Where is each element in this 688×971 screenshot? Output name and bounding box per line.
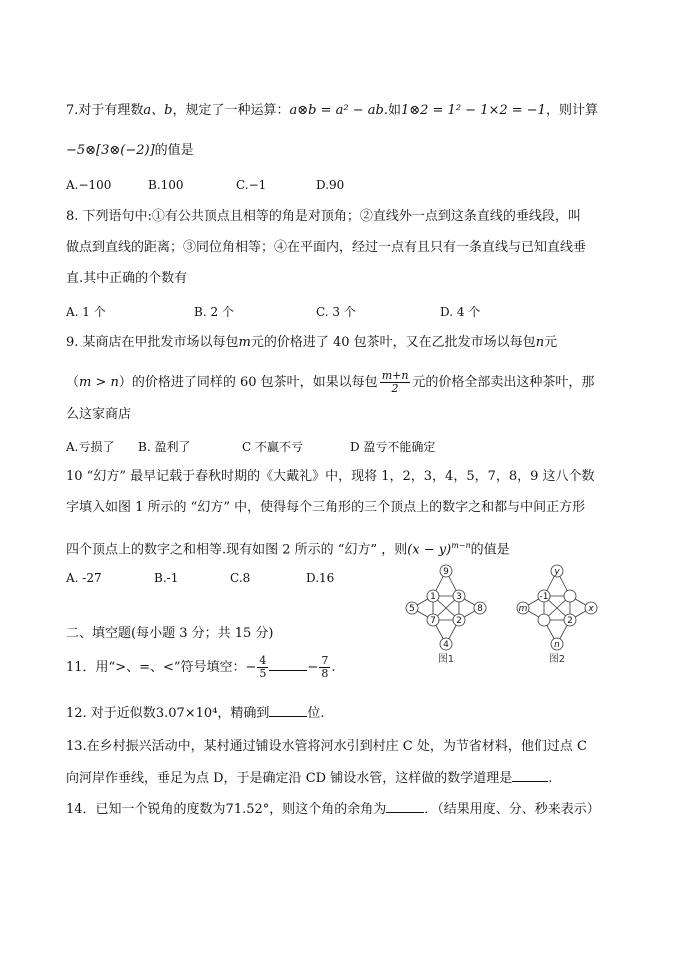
q14-answer-blank[interactable]: [386, 800, 424, 813]
q10-text-a: 四个顶点上的数字之和相等.现有如图 2 所示的 “幻方” ，则: [66, 542, 408, 558]
q7-text-d: ，则计算: [545, 103, 598, 118]
q10-line1: 10 “幻方” 最早记载于春秋时期的《大戴礼》中，现将 1，2，3，4，5，7，8，9 这八个数: [66, 469, 595, 484]
q9-line3: 么这家商店: [66, 407, 132, 422]
q9-option-d: D 盈亏不能确定: [350, 440, 436, 454]
q10-exponent: m−n: [451, 541, 471, 550]
q7-line2: [66, 142, 194, 160]
figure-1: [402, 562, 494, 666]
q9-option-a: A.亏损了: [66, 440, 115, 454]
q9-line1: [66, 334, 557, 352]
q12-number: 3.07×10⁴: [155, 706, 218, 721]
q8-line1: 8. 下列语句中:①有公共顶点且相等的角是对顶角；②直线外一点到这条直线的垂线段，叫: [66, 209, 581, 224]
q13-period: .: [548, 771, 553, 786]
q11-text: 11．用“>、=、<”符号填空：: [66, 660, 246, 675]
fig2-node-lower-right: 2: [567, 616, 573, 626]
fig1-node-bottom: 4: [443, 640, 449, 650]
q11-fraction-1: [257, 655, 268, 680]
q9-fraction-denominator: 2: [391, 382, 399, 395]
section-title: 二、填空题(每小题 3 分；共 15 分): [66, 626, 274, 641]
q7-example: 1⊗2 = 1² − 1×2 = −1: [400, 103, 546, 118]
q9-paren-open: （: [66, 375, 80, 390]
q7-text-c: .如: [383, 103, 401, 118]
fig1-node-lower-left: 7: [430, 616, 436, 626]
q7-vars: a、b: [143, 103, 173, 118]
q11-frac2-sign: −: [307, 660, 319, 675]
q8-option-d: D. 4 个: [440, 305, 481, 319]
q13-text-a: 向河岸作垂线，垂足为点 D，于是确定沿 CD 铺设水管，这样做的数学道理是: [66, 771, 513, 786]
q8-line3: 直.其中正确的个数有: [66, 271, 188, 286]
fig2-node-left: m: [518, 604, 528, 614]
q10-line2: 字填入如图 1 所示的 “幻方” 中，使得每个三角形的三个顶点上的数字之和都与中间正方形: [66, 500, 586, 515]
q11-fraction-2: [319, 655, 330, 680]
q9-option-b: B. 盈利了: [138, 440, 191, 454]
q7-expression: −5⊗[3⊗(−2)]: [66, 143, 155, 158]
q10-text-b: 的值是: [470, 542, 510, 558]
q10-line3: [66, 537, 510, 559]
q9-text-c2: 元的价格全部卖出这种茶叶，那: [412, 375, 595, 390]
q11-answer-blank[interactable]: [269, 658, 307, 671]
q9-fraction: [380, 370, 411, 395]
figure-2: [513, 562, 605, 666]
q11-frac1-numerator: 4: [259, 654, 267, 667]
q9-text-b2: ）的价格进了同样的 60 包茶叶，如果以每包: [118, 375, 378, 390]
q14-text-c: ．（结果用度、分、秒来表示）: [424, 802, 600, 817]
fig1-node-top: 9: [443, 567, 449, 577]
q9-text-c: 元: [544, 335, 558, 350]
q9-option-c: C 不赢不亏: [242, 440, 303, 454]
q7-option-c: C.−1: [236, 178, 267, 192]
q9-line2: [66, 370, 594, 395]
q10-option-c: C.8: [230, 571, 251, 585]
q11-frac2-denominator: 8: [321, 667, 329, 680]
q12-text-a: 12. 对于近似数: [66, 706, 156, 721]
q14-line: [66, 800, 600, 819]
q13-answer-blank[interactable]: [512, 769, 548, 782]
q11-frac1-sign: −: [245, 660, 257, 675]
q10-option-d: D.16: [306, 571, 335, 585]
q10-option-a: A. -27: [66, 571, 102, 585]
q11-frac2-numerator: 7: [321, 654, 329, 667]
q7-line1: [66, 102, 598, 120]
q9-text-b: 元的价格进了 40 包茶叶，又在乙批发市场以每包: [250, 335, 536, 350]
q9-condition: m > n: [79, 375, 119, 390]
q14-text-a: 14．已知一个锐角的度数为: [66, 802, 226, 817]
q7-text-b: ，规定了一种运算：: [172, 103, 290, 118]
q7-tail: 的值是: [154, 143, 194, 158]
q10-option-b: B.-1: [154, 571, 179, 585]
q9-var-m: m: [238, 335, 251, 350]
fig2-node-bottom: n: [554, 640, 560, 650]
fig1-caption: 图1: [437, 654, 455, 665]
q7-operation-def: a⊗b = a² − ab: [289, 103, 384, 118]
q9-var-n: n: [535, 335, 545, 350]
fig1-node-lower-right: 2: [456, 616, 462, 626]
q10-expression: (x − y): [407, 542, 452, 558]
q8-option-a: A. 1 个: [66, 305, 106, 319]
q14-text-b: ，则这个角的余角为: [269, 802, 387, 817]
q11-frac1-denominator: 5: [259, 667, 267, 680]
q13-line2: [66, 769, 552, 788]
fig1-node-right: 8: [477, 604, 483, 614]
q13-line1: 13.在乡村振兴活动中，某村通过铺设水管将河水引到村庄 C 处，为节省材料，他们过点 C: [66, 739, 587, 754]
fig2-caption: 图2: [548, 654, 566, 665]
q11-period: .: [331, 660, 336, 675]
fig1-node-upper-left: 1: [430, 592, 436, 602]
q9-text-a: 9. 某商店在甲批发市场以每包: [66, 335, 239, 350]
q7-option-d: D.90: [316, 178, 345, 192]
fig2-node-top: y: [554, 567, 560, 577]
fig1-node-left: 5: [409, 604, 415, 614]
q7-option-a: A.−100: [66, 178, 112, 192]
q12-line: [66, 704, 325, 723]
q12-text-c: 位.: [307, 706, 325, 721]
q8-option-b: B. 2 个: [194, 305, 234, 319]
q8-option-c: C. 3 个: [316, 305, 356, 319]
fig2-node-upper-left: -1: [539, 592, 549, 602]
q12-answer-blank[interactable]: [269, 704, 307, 717]
fig1-node-upper-right: 3: [456, 592, 462, 602]
q14-degree: 71.52°: [225, 802, 270, 817]
q7-option-b: B.100: [148, 178, 184, 192]
q8-line2: 做点到直线的距离；③同位角相等；④在平面内，经过一点有且只有一条直线与已知直线垂: [66, 240, 587, 255]
q9-fraction-numerator: m+n: [381, 369, 409, 382]
q12-text-b: ，精确到: [217, 706, 270, 721]
q11-line: [66, 655, 335, 680]
fig2-node-right: x: [588, 604, 594, 614]
q7-text-a: 7.对于有理数: [66, 103, 144, 118]
